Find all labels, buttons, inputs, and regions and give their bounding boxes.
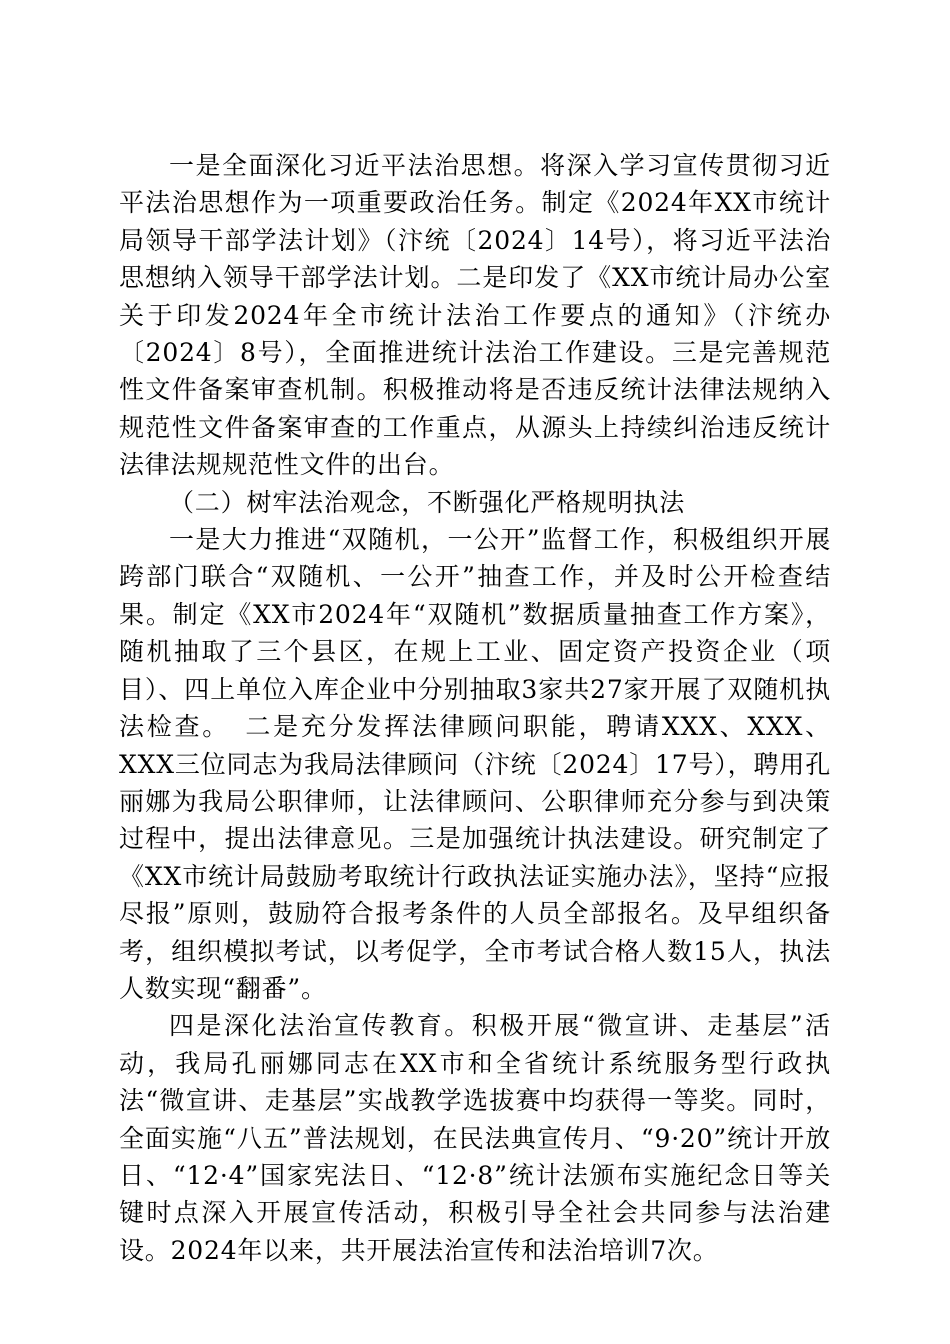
document-body — [119, 147, 831, 1269]
paragraph-legal-thought: 一是全面深化习近平法治思想。将深入学习宣传贯彻习近平法治思想作为一项重要政治任务。制定《2024年XX市统计局领导干部学法计划》（汴统〔2024〕14号），将习近平法治思想纳入领导干部学法计划。二是印发了《XX市统计局办公室关于印发2024年全市统计法治工作要点的通知》（汴统办〔2024〕8号），全面推进统计法治工作建设。三是完善规范性文件备案审查机制。积极推动将是否违反统计法律法规纳入规范性文件备案审查的工作重点，从源头上持续纠治违反统计法律法规规范性文件的出台。 — [119, 151, 831, 480]
paragraph-random-inspection: 一是大力推进“双随机，一公开”监督工作，积极组织开展跨部门联合“双随机、一公开”抽查工作，并及时公开检查结果。制定《XX市2024年“双随机”数据质量抽查工作方案》，随机抽取了三个县区，在规上工业、固定资产投资企业（项目）、四上单位入库企业中分别抽取3家共27家开展了双随机执法检查。 二是充分发挥法律顾问职能，聘请XXX、XXX、XXX三位同志为我局法律顾问（汴统〔2024〕17号），聘用孔丽娜为我局公职律师，让法律顾问、公职律师充分参与到决策过程中，提出法律意见。三是加强统计执法建设。研究制定了《XX市统计局鼓励考取统计行政执法证实施办法》，坚持“应报尽报”原则，鼓励符合报考条件的人员全部报名。及早组织备考，组织模拟考试，以考促学，全市考试合格人数15人，执法人数实现“翻番”。 — [119, 525, 831, 1003]
section-heading-law-enforcement: （二）树牢法治观念，不断强化严格规明执法 — [169, 487, 686, 517]
paragraph-legal-education: 四是深化法治宣传教育。积极开展“微宣讲、走基层”活动，我局孔丽娜同志在XX市和全省统计系统服务型行政执法“微宣讲、走基层”实战教学选拔赛中均获得一等奖。同时，全面实施“八五”普法规划，在民法典宣传月、“9·20”统计开放日、“12·4”国家宪法日、“12·8”统计法颁布实施纪念日等关键时点深入开展宣传活动，积极引导全社会共同参与法治建设。2024年以来，共开展法治宣传和法治培训7次。 — [119, 1011, 831, 1265]
